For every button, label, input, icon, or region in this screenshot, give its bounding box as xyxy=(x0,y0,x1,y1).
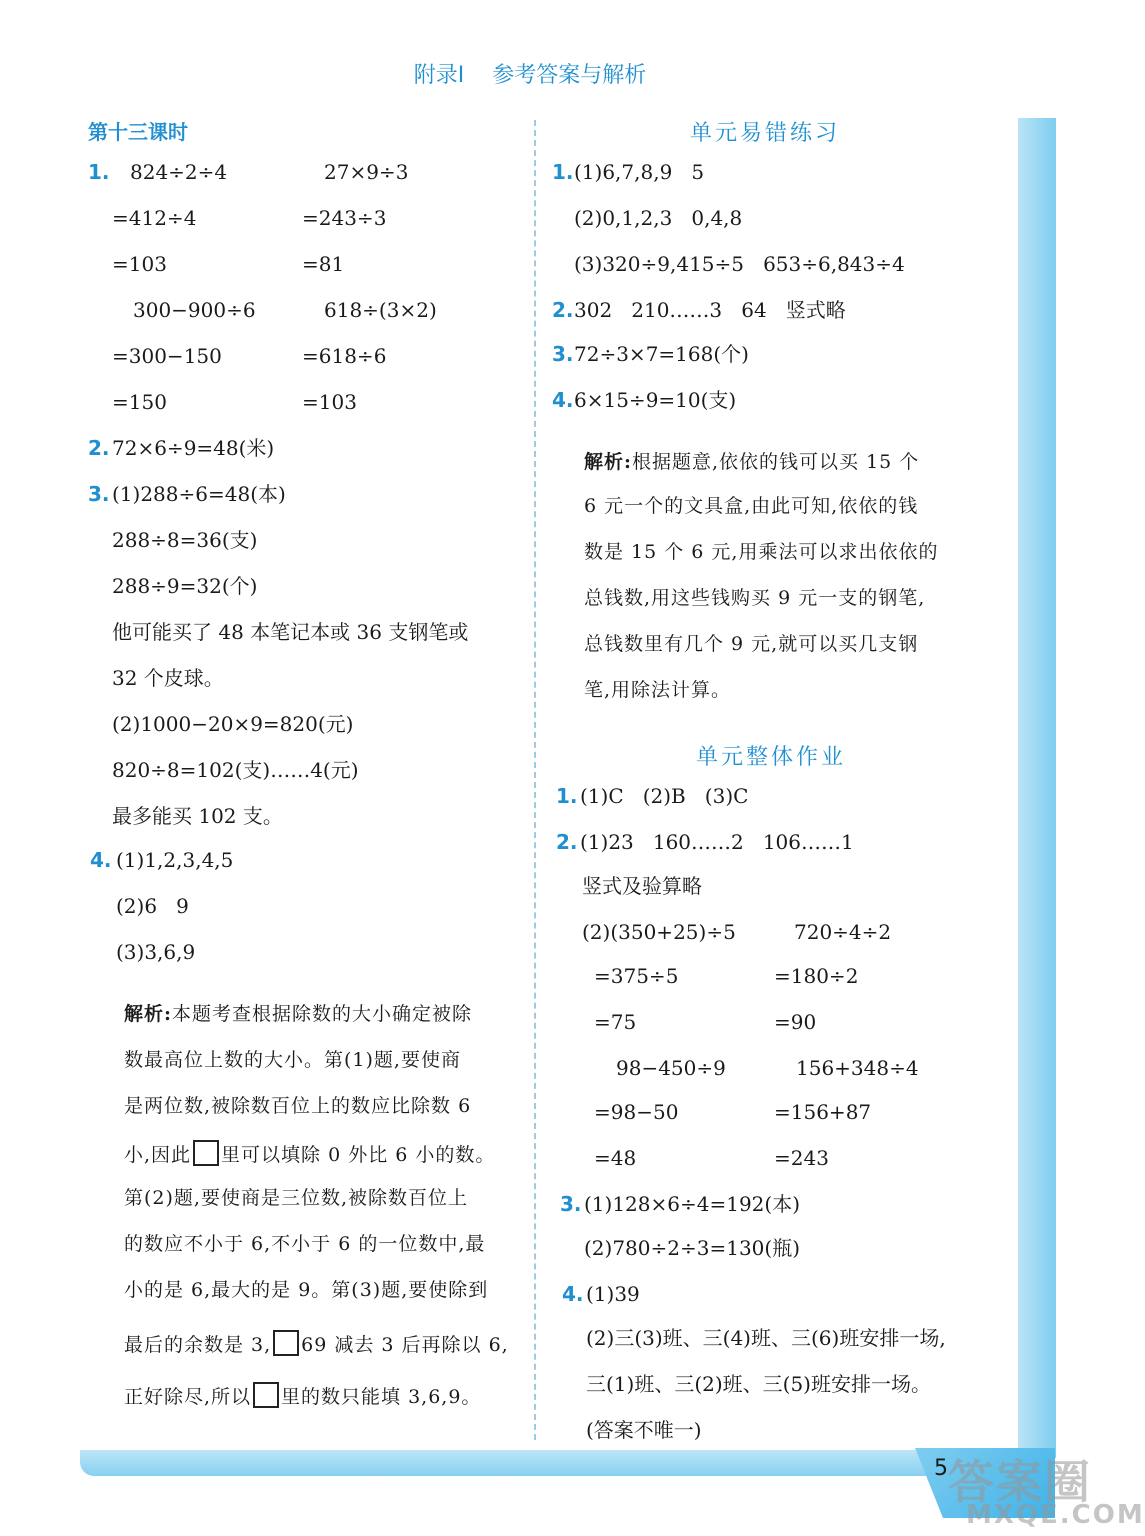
lesson-title: 第十三课时 xyxy=(88,120,188,144)
e3-answer: 72÷3×7=168(个) xyxy=(574,342,749,366)
right-analysis-line-6: 笔,用除法计算。 xyxy=(584,679,732,701)
q3-line-3: 288÷9=32(个) xyxy=(112,574,258,598)
w2-step-b2: =90 xyxy=(774,1010,817,1034)
right-analysis-line-5: 总钱数里有几个 9 元,就可以买几支钢 xyxy=(584,633,919,655)
q4-line-2: (2)6 9 xyxy=(116,894,189,918)
q3-line-6: (2)1000−20×9=820(元) xyxy=(112,712,354,736)
q1-expr-a: 824÷2÷4 xyxy=(130,160,228,184)
left-analysis-line-6: 的数应不小于 6,不小于 6 的一位数中,最 xyxy=(124,1233,486,1255)
e1-line-2: (2)0,1,2,3 0,4,8 xyxy=(574,206,743,230)
right-analysis-line-3: 数是 15 个 6 元,用乘法可以求出依依的 xyxy=(584,541,939,563)
q1-step-a2: =103 xyxy=(112,252,167,276)
left-analysis-label: 解析: xyxy=(124,1003,173,1025)
q3-number: 3. xyxy=(88,482,110,506)
left-analysis-line-4: 小,因此 里可以填除 0 外比 6 小的数。 xyxy=(124,1140,495,1167)
w2-step-d1: =156+87 xyxy=(774,1100,872,1124)
right-analysis-label: 解析: xyxy=(584,451,633,473)
q1-expr-d: 618÷(3×2) xyxy=(324,298,437,322)
w2-line-1: (1)23 160……2 106……1 xyxy=(580,830,854,854)
e3-number: 3. xyxy=(552,342,574,366)
w4-line-2: (2)三(3)班、三(4)班、三(6)班安排一场, xyxy=(586,1326,946,1350)
w2-expr-a: (2)(350+25)÷5 xyxy=(582,920,736,944)
w2-expr-b: 720÷4÷2 xyxy=(794,920,892,944)
q1-step-d1: =618÷6 xyxy=(302,344,387,368)
e2-answer: 302 210……3 64 竖式略 xyxy=(574,298,846,322)
w1-number: 1. xyxy=(556,784,578,808)
blank-box xyxy=(273,1330,299,1356)
header-appendix: 附录Ⅰ xyxy=(413,63,465,88)
column-divider xyxy=(534,120,536,1440)
q2-answer: 72×6÷9=48(米) xyxy=(112,436,275,460)
q1-number: 1. xyxy=(88,160,110,184)
left-analysis-line-1: 解析:本题考查根据除数的大小确定被除 xyxy=(124,1003,473,1025)
w2-line-2: 竖式及验算略 xyxy=(582,874,702,898)
left-analysis-line-2: 数最高位上数的大小。第(1)题,要使商 xyxy=(124,1049,461,1071)
q3-line-2: 288÷8=36(支) xyxy=(112,528,258,552)
bottom-decor-band xyxy=(80,1450,960,1476)
page-header xyxy=(0,58,1060,89)
w2-step-b1: =180÷2 xyxy=(774,964,859,988)
q1-expr-b: 27×9÷3 xyxy=(324,160,409,184)
w4-number: 4. xyxy=(562,1282,584,1306)
e1-number: 1. xyxy=(552,160,574,184)
left-analysis-line-7: 小的是 6,最大的是 9。第(3)题,要使除到 xyxy=(124,1279,489,1301)
q1-step-b2: =81 xyxy=(302,252,345,276)
w2-step-c1: =98−50 xyxy=(594,1100,679,1124)
q3-line-8: 最多能买 102 支。 xyxy=(112,804,283,828)
watermark-url: MXQE.COM xyxy=(966,1500,1145,1530)
w3-number: 3. xyxy=(560,1192,582,1216)
w3-line-1: (1)128×6÷4=192(本) xyxy=(584,1192,801,1216)
blank-box xyxy=(253,1382,279,1408)
q3-line-7: 820÷8=102(支)……4(元) xyxy=(112,758,359,782)
q1-step-a1: =412÷4 xyxy=(112,206,197,230)
q1-step-b1: =243÷3 xyxy=(302,206,387,230)
w1-answer: (1)C (2)B (3)C xyxy=(580,784,749,808)
e1-line-3: (3)320÷9,415÷5 653÷6,843÷4 xyxy=(574,252,905,276)
blank-box xyxy=(193,1140,219,1166)
header-title: 参考答案与解析 xyxy=(492,63,647,88)
q1-step-c1: =300−150 xyxy=(112,344,222,368)
w2-number: 2. xyxy=(556,830,578,854)
q3-line-1: (1)288÷6=48(本) xyxy=(112,482,286,506)
w2-step-c2: =48 xyxy=(594,1146,637,1170)
watermark-logo: 答案圈 xyxy=(948,1455,1092,1509)
left-analysis-line-9: 正好除尽,所以 里的数只能填 3,6,9。 xyxy=(124,1382,481,1409)
q3-line-5: 32 个皮球。 xyxy=(112,666,224,690)
w3-line-2: (2)780÷2÷3=130(瓶) xyxy=(584,1236,801,1260)
e4-number: 4. xyxy=(552,388,574,412)
unit-overall-homework-title: 单元整体作业 xyxy=(696,745,847,770)
q2-number: 2. xyxy=(88,436,110,460)
q1-step-d2: =103 xyxy=(302,390,357,414)
w2-step-a1: =375÷5 xyxy=(594,964,679,988)
w2-expr-d: 156+348÷4 xyxy=(796,1056,919,1080)
w4-line-3: 三(1)班、三(2)班、三(5)班安排一场。 xyxy=(586,1372,931,1396)
q4-line-3: (3)3,6,9 xyxy=(116,940,196,964)
q4-line-1: (1)1,2,3,4,5 xyxy=(116,848,234,872)
w2-step-d2: =243 xyxy=(774,1146,829,1170)
left-analysis-line-8: 最后的余数是 3, 69 减去 3 后再除以 6, xyxy=(124,1330,509,1357)
w4-line-1: (1)39 xyxy=(586,1282,640,1306)
q3-line-4: 他可能买了 48 本笔记本或 36 支钢笔或 xyxy=(112,620,469,644)
left-analysis-line-3: 是两位数,被除数百位上的数应比除数 6 xyxy=(124,1095,472,1117)
left-analysis-line-5: 第(2)题,要使商是三位数,被除数百位上 xyxy=(124,1187,468,1209)
page-number: 5 xyxy=(934,1456,948,1481)
q1-expr-c: 300−900÷6 xyxy=(133,298,256,322)
e4-answer: 6×15÷9=10(支) xyxy=(574,388,737,412)
w2-expr-c: 98−450÷9 xyxy=(616,1056,726,1080)
right-analysis-line-1: 解析:根据题意,依依的钱可以买 15 个 xyxy=(584,451,920,473)
right-analysis-line-4: 总钱数,用这些钱购买 9 元一支的钢笔, xyxy=(584,587,926,609)
e2-number: 2. xyxy=(552,298,574,322)
w2-step-a2: =75 xyxy=(594,1010,637,1034)
q4-number: 4. xyxy=(90,848,112,872)
right-analysis-line-2: 6 元一个的文具盒,由此可知,依依的钱 xyxy=(584,495,919,517)
unit-error-practice-title: 单元易错练习 xyxy=(690,121,841,146)
w4-line-4: (答案不唯一) xyxy=(586,1418,702,1442)
e1-line-1: (1)6,7,8,9 5 xyxy=(574,160,705,184)
q1-step-c2: =150 xyxy=(112,390,167,414)
right-decor-band xyxy=(1018,118,1056,1458)
